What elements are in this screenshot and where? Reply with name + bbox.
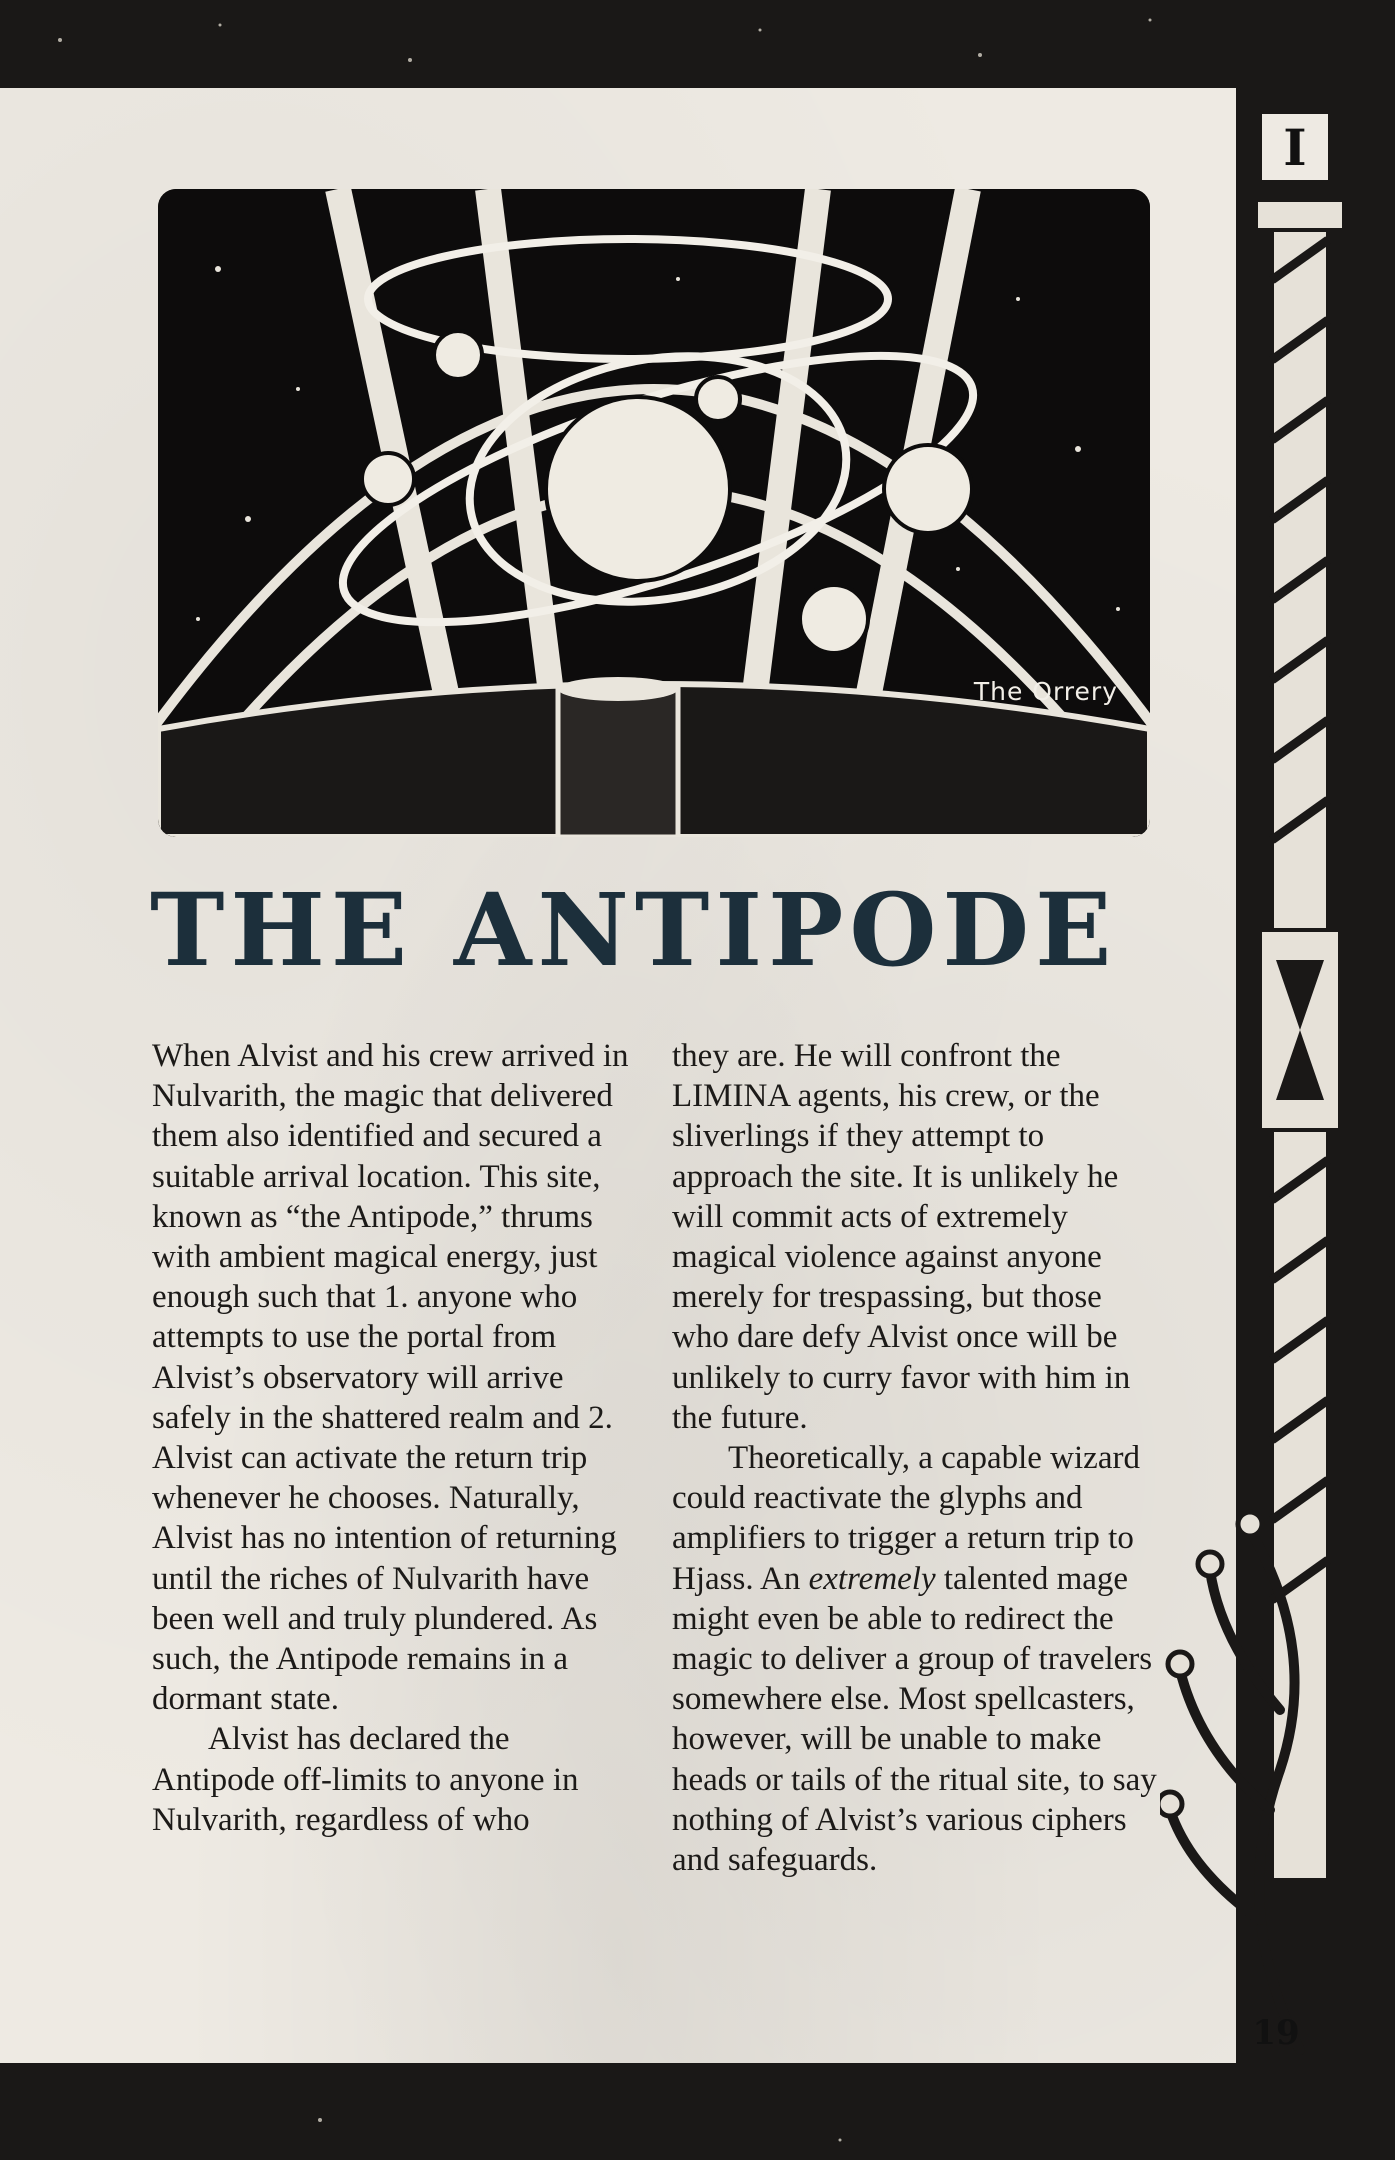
illustration-caption: The Orrery [973, 677, 1118, 706]
paragraph-text: Theoretically, a capable wizard could reactivate the glyphs and amplifiers to trigger a return trip to Hjass. An [672, 1440, 1140, 1597]
chapter-marker: I [1258, 110, 1332, 184]
paragraph [672, 1438, 1160, 1880]
paragraph: When Alvist and his crew arrived in Nulvarith, the magic that delivered them also identified and secured a suitable arrival location. This site, known as “the Antipode,” thrums with ambient magical energy, just enough such that 1. anyone who attempts to use the portal from Alvist’s observatory will arrive safely in the shattered realm and 2. Alvist can activate the return trip whenever he chooses. Naturally, Alvist has no intention of returning until the riches of Nulvarith have been well and truly plundered. As such, the Antipode remains in a dormant state. [152, 1038, 629, 1718]
body-column-right [672, 1036, 1160, 1880]
body-column-left [152, 1036, 634, 1840]
page-title: THE ANTIPODE [150, 871, 1118, 989]
orrery-drawing [158, 189, 1150, 837]
page-number: 19 [1252, 2013, 1300, 2053]
paragraph-text: talented mage might even be able to redirect the magic to deliver a group of travelers somewhere else. Most spellcasters, however, will be unable to make heads or tails of the ritual site, to say nothing of Alvist’s various ciphers and safeguards. [672, 1560, 1157, 1879]
emphasis-text: extremely [808, 1560, 936, 1597]
orrery-illustration [158, 189, 1150, 837]
vine-ornament [1160, 1450, 1330, 2070]
paragraph: Alvist has declared the Antipode off-limits to anyone in Nulvarith, regardless of who [152, 1721, 579, 1838]
paragraph: they are. He will confront the LIMINA agents, his crew, or the sliverlings if they attempt to approach the site. It is unlikely he will commit acts of extremely magical violence against anyone merely for trespassing, but those who dare defy Alvist once will be unlikely to curry favor with him in the future. [672, 1038, 1131, 1436]
